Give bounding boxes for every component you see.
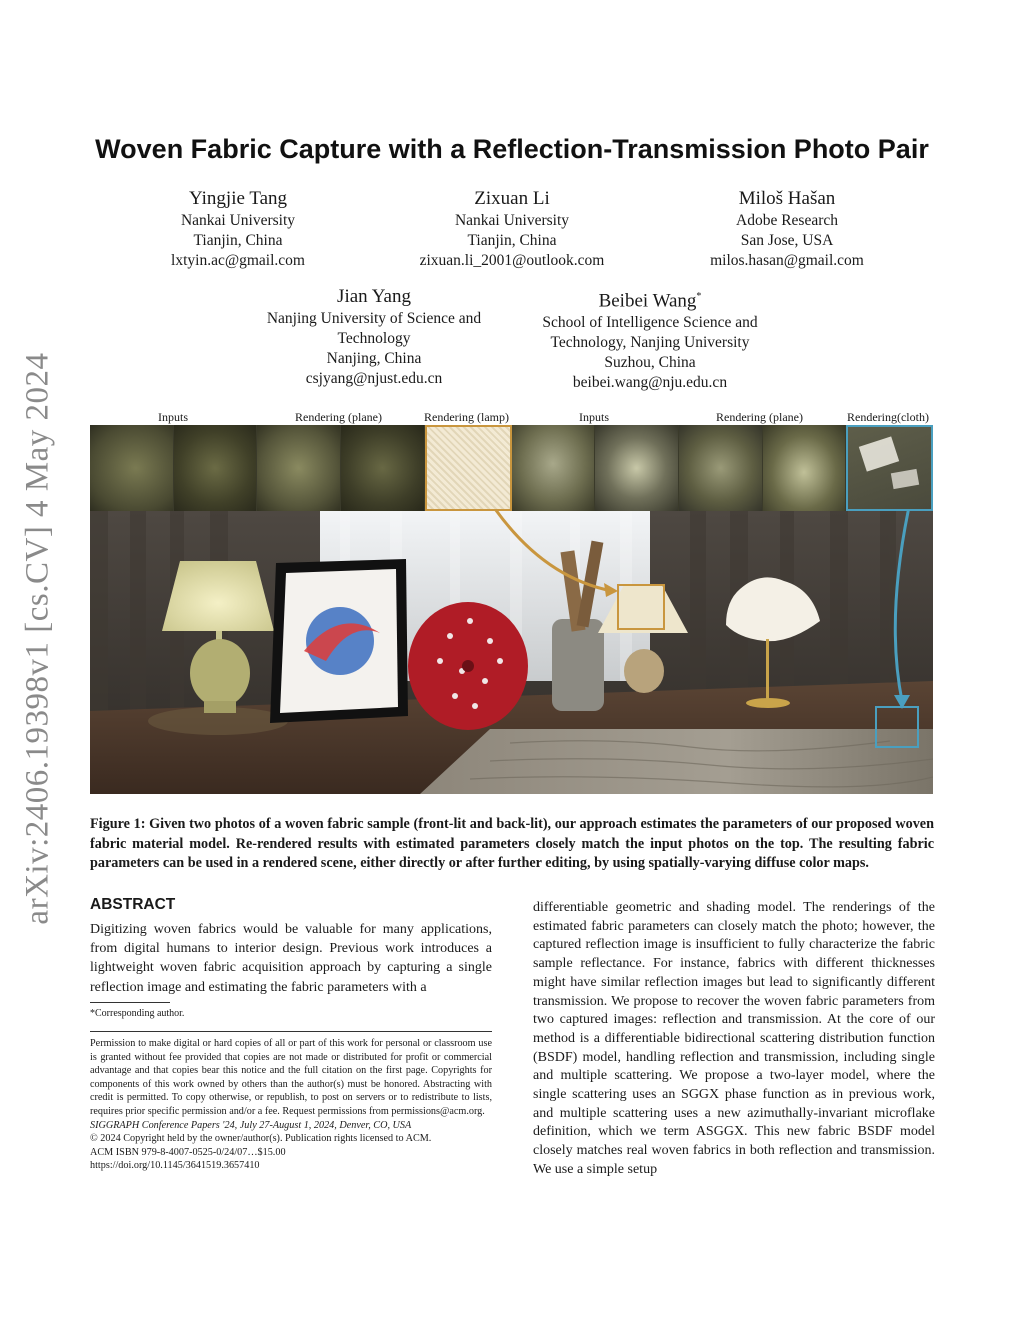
author-block (248, 285, 500, 389)
footnote-divider (90, 1002, 170, 1003)
author-name: Zixuan Li (474, 188, 550, 209)
figure-label: Rendering (plane) (295, 410, 382, 424)
author-email[interactable]: beibei.wang@nju.edu.cn (572, 374, 728, 392)
abstract-text-right: differentiable geometric and shading model. The renderings of the estimated fabric parameters can closely match the photo; however, the captured reflection image is insufficient to fully characterize the fabric sample reflectance. For instance, fabrics with different thicknesses might have similar reflection images but lead to significantly different transmission. We propose to recover the woven fabric parameters from two captured images: reflection and transmission. At the core of our method is a differentiable bidirectional scattering distribution function (BSDF) model, handling reflection and transmission, including single and multiple scattering. We propose a two-layer model, where the single scattering uses an SGGX phase function as in previous work, and multiple scattering uses a new azimuthally-invariant microflake definition, which we term ASGGX. This new fabric BSDF model closely matches real woven fabrics in both reflection and transmission. We use a simple setup (533, 900, 935, 1177)
author-block (524, 285, 776, 393)
figure-label: Rendering (plane) (716, 410, 803, 424)
figure-labels (90, 410, 933, 424)
author-affiliation: School of Intelligence Science and (542, 314, 758, 332)
corresponding-mark: * (696, 291, 702, 302)
author-name: Beibei Wang* (598, 290, 702, 312)
author-email[interactable]: zixuan.li_2001@outlook.com (419, 252, 605, 269)
permission-notice: Permission to make digital or hard copies of all or part of this work for personal or classroom use is granted without fee provided that copies are not made or distributed for profit or commercial advantage and that copies bear this notice and the full citation on the first page. Copyrights for components of this work owned by others than the author(s) must be honored. Abstracting with credit is permitted. To copy otherwise, or republish, to post on servers or to redistribute to lists, requires prior specific permission and/or a fee. Request permissions from permissions@acm.org. (90, 1038, 492, 1117)
isbn: ACM ISBN 979-8-4007-0525-0/24/07…$15.00 (90, 1146, 286, 1158)
conference-info: SIGGRAPH Conference Papers '24, July 27-August 1, 2024, Denver, CO, USA (90, 1119, 412, 1131)
rendered-scene (90, 511, 933, 794)
author-location: Tianjin, China (467, 232, 557, 249)
author-block (392, 187, 632, 271)
fabric-swatch (90, 425, 174, 511)
fabric-swatch (512, 425, 596, 511)
doi-link[interactable]: https://doi.org/10.1145/3641519.3657410 (90, 1160, 260, 1172)
fabric-swatch (341, 425, 425, 511)
rights-notice: © 2024 Copyright held by the owner/author(s). Publication rights licensed to ACM. (90, 1133, 432, 1145)
author-location: Suzhou, China (604, 354, 696, 372)
figure-caption: Figure 1: Given two photos of a woven fabric sample (front-lit and back-lit), our approach estimates the parameters of our proposed woven fabric material model. Re-rendered results with estimated parameters closely match the input photos on the top. The resulting fabric parameters can be used in a rendered scene, either directly or after further editing, by using spatially-varying diffuse color maps. (90, 816, 934, 871)
footnote: *Corresponding author. (90, 1008, 185, 1019)
fabric-swatch (257, 425, 341, 511)
fabric-swatch (679, 425, 763, 511)
cloth-fabric-swatch (846, 425, 933, 511)
author-affiliation: Technology (337, 330, 411, 347)
author-affiliation: Nankai University (180, 212, 296, 229)
arxiv-sidebar-id: arXiv:2406.19398v1 [cs.CV] 4 May 2024 (19, 352, 56, 925)
author-name: Miloš Hašan (738, 188, 836, 209)
author-name: Jian Yang (337, 286, 411, 307)
copyright-divider (90, 1031, 492, 1032)
author-email[interactable]: csjyang@njust.edu.cn (305, 370, 443, 387)
author-email[interactable]: lxtyin.ac@gmail.com (171, 252, 305, 269)
figure-label: Rendering(cloth) (847, 410, 929, 424)
author-affiliation: Adobe Research (736, 212, 838, 229)
scene-illustration (90, 511, 933, 794)
author-affiliation: Technology, Nanjing University (550, 334, 750, 352)
author-block (686, 187, 888, 271)
abstract-heading: ABSTRACT (90, 896, 176, 913)
fabric-swatch (763, 425, 847, 511)
author-name: Yingjie Tang (188, 188, 288, 209)
fabric-swatch (595, 425, 679, 511)
author-location: San Jose, USA (740, 232, 834, 249)
copyright-block (90, 1037, 492, 1173)
paper-title: Woven Fabric Capture with a Reflection-Transmission Photo Pair (95, 134, 929, 164)
author-location: Tianjin, China (193, 232, 283, 249)
fabric-swatch (174, 425, 258, 511)
author-affiliation: Nanjing University of Science and (266, 310, 482, 327)
abstract-text-left: Digitizing woven fabrics would be valuable for many applications, from digital humans to interior design. Previous work introduces a lightweight woven fabric acquisition approach by capturing a single reflection image and estimating the fabric parameters with a (90, 922, 492, 995)
figure-label: Inputs (158, 410, 188, 424)
author-block (138, 187, 338, 271)
author-location: Nanjing, China (326, 350, 422, 367)
author-affiliation: Nankai University (454, 212, 570, 229)
fabric-swatch-strip (90, 425, 933, 511)
figure-label: Inputs (579, 410, 609, 424)
lamp-fabric-swatch (425, 425, 512, 511)
author-email[interactable]: milos.hasan@gmail.com (710, 252, 864, 269)
figure-label: Rendering (lamp) (424, 410, 509, 424)
